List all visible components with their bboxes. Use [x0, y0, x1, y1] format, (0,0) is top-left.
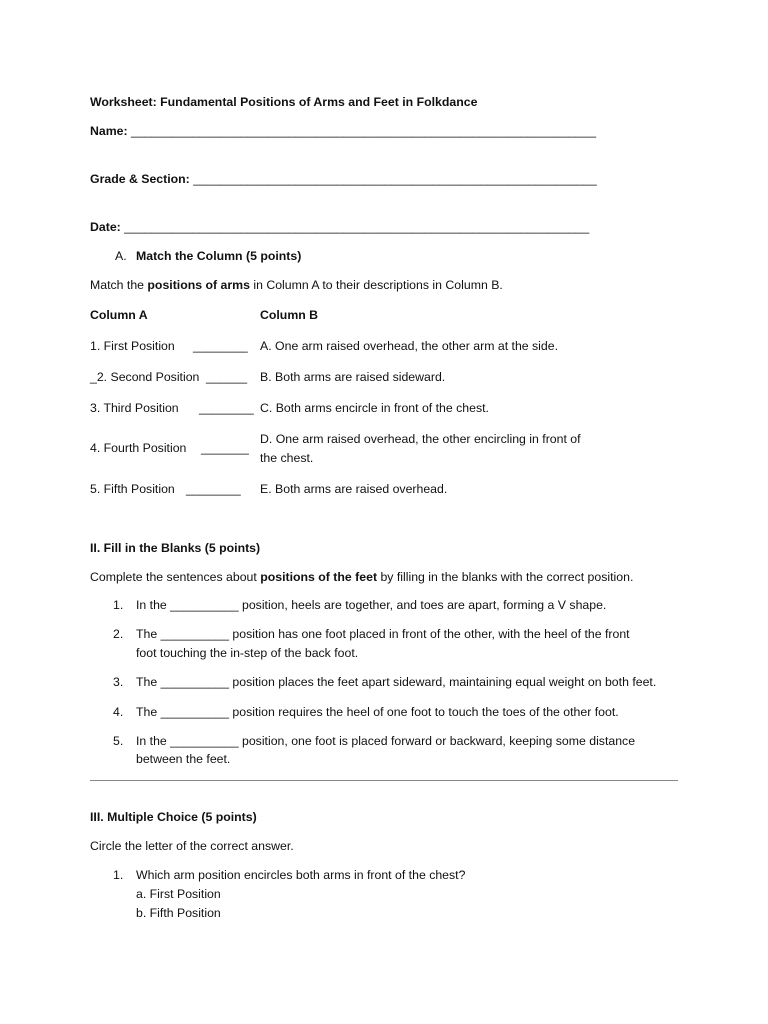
fill-item-number: 5. — [113, 734, 124, 748]
worksheet-title: Worksheet: Fundamental Positions of Arms and Feet in Folkdance — [90, 95, 478, 109]
fill-item-number: 3. — [113, 675, 124, 689]
date-blank: ____________________________________________________________________ — [124, 220, 590, 234]
name-blank: ____________________________________________________________________ — [131, 124, 597, 138]
match-item-a: 4. Fourth Position — [90, 441, 187, 455]
match-item-b: A. One arm raised overhead, the other arm at the side. — [260, 339, 559, 353]
match-item-a: _2. Second Position — [90, 370, 200, 384]
section-2-instruction — [90, 570, 633, 585]
column-a-header: Column A — [90, 308, 148, 322]
match-item-b: C. Both arms encircle in front of the chest. — [260, 401, 489, 415]
match-answer-blank: ________ — [186, 482, 241, 496]
fill-item-text: In the __________ position, one foot is placed forward or backward, keeping some distance — [136, 734, 636, 748]
fill-item-number: 2. — [113, 627, 124, 641]
match-answer-blank: ______ — [206, 370, 248, 384]
grade-section-field — [90, 172, 597, 187]
fill-item-number: 1. — [113, 598, 124, 612]
grade-section-blank: ___________________________________________________________ — [193, 172, 597, 186]
date-field — [90, 220, 589, 235]
date-label: Date: — [90, 220, 121, 234]
column-b-header: Column B — [260, 308, 319, 322]
name-label: Name: — [90, 124, 128, 138]
match-item-a: 1. First Position — [90, 339, 175, 353]
section-a-marker: A. — [115, 249, 127, 263]
instruction-text: by filling in the blanks with the correct position. — [377, 570, 634, 584]
section-divider — [90, 780, 678, 781]
instruction-text: Complete the sentences about — [90, 570, 261, 584]
mc-option: b. Fifth Position — [136, 906, 221, 920]
section-3-heading: III. Multiple Choice (5 points) — [90, 810, 257, 824]
name-field — [90, 124, 596, 139]
instruction-text: Match the — [90, 278, 148, 292]
match-item-b: B. Both arms are raised sideward. — [260, 370, 446, 384]
mc-option: a. First Position — [136, 887, 221, 901]
fill-item-text-continued: foot touching the in-step of the back foot. — [136, 646, 359, 660]
fill-item-text-continued: between the feet. — [136, 752, 231, 766]
instruction-bold-text: positions of arms — [147, 278, 250, 292]
mc-question-text: Which arm position encircles both arms in front of the chest? — [136, 868, 466, 882]
match-item-b: E. Both arms are raised overhead. — [260, 482, 448, 496]
section-2-heading: II. Fill in the Blanks (5 points) — [90, 541, 261, 555]
fill-item-text: The __________ position places the feet apart sideward, maintaining equal weight on both feet. — [136, 675, 657, 689]
instruction-bold-text: positions of the feet — [260, 570, 378, 584]
instruction-text: in Column A to their descriptions in Column B. — [249, 278, 503, 292]
section-a-instruction — [90, 278, 503, 293]
fill-item-text: In the __________ position, heels are together, and toes are apart, forming a V shape. — [136, 598, 607, 612]
section-a-heading: Match the Column (5 points) — [136, 249, 302, 263]
fill-item-text: The __________ position has one foot placed in front of the other, with the heel of the front — [136, 627, 630, 641]
match-item-a: 5. Fifth Position — [90, 482, 175, 496]
fill-item-text: The __________ position requires the heel of one foot to touch the toes of the other foot. — [136, 705, 619, 719]
match-item-b-continued: the chest. — [260, 451, 314, 465]
match-item-a: 3. Third Position — [90, 401, 179, 415]
match-answer-blank: _______ — [201, 441, 249, 455]
match-item-b: D. One arm raised overhead, the other encircling in front of — [260, 432, 581, 446]
mc-question-number: 1. — [113, 868, 124, 882]
match-answer-blank: ________ — [199, 401, 254, 415]
grade-section-label: Grade & Section: — [90, 172, 190, 186]
section-3-instruction: Circle the letter of the correct answer. — [90, 839, 294, 853]
match-answer-blank: ________ — [193, 339, 248, 353]
fill-item-number: 4. — [113, 705, 124, 719]
